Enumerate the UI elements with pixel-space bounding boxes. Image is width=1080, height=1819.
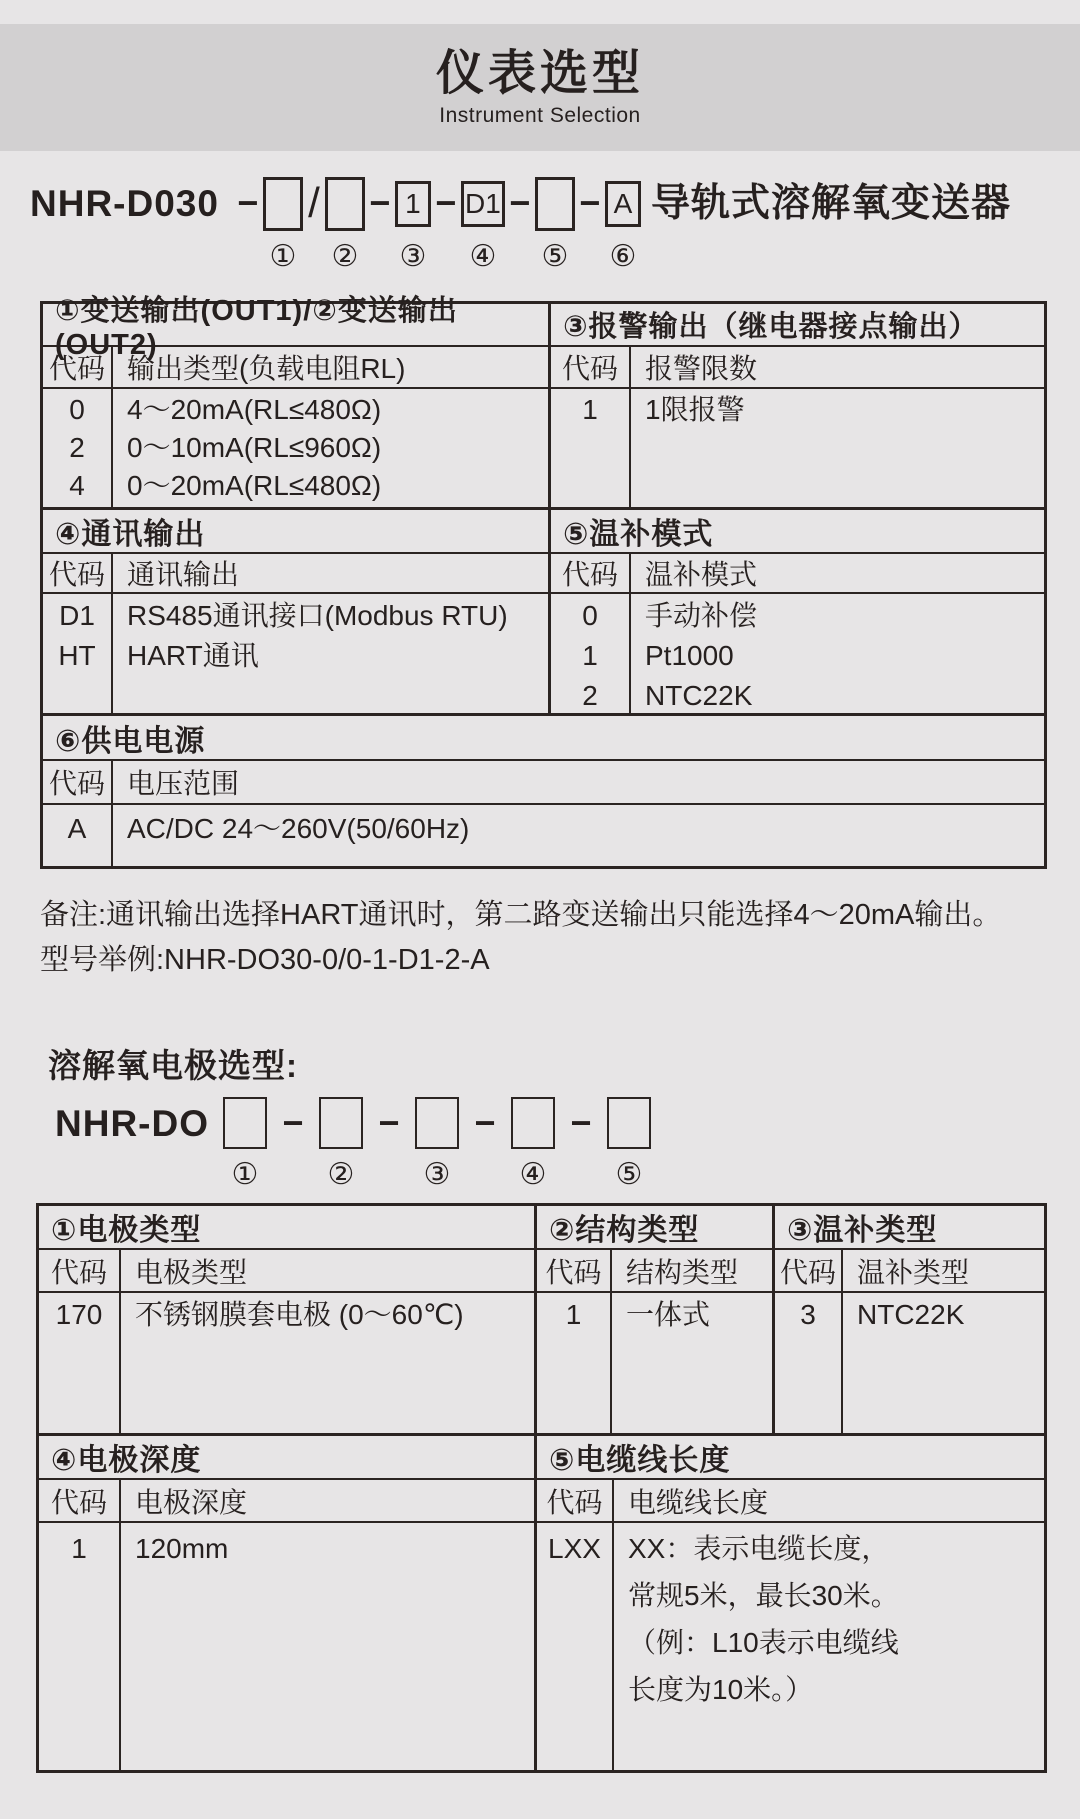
page-banner: [0, 24, 1080, 151]
code-cell: 4: [69, 470, 85, 501]
code-cell: A: [67, 813, 87, 844]
model-slot-1: [223, 1097, 267, 1191]
dash-separator: −: [282, 1102, 304, 1143]
dash-separator: −: [378, 1102, 400, 1143]
code-cell: 2: [69, 432, 85, 463]
section-title: ⑤电缆线长度: [537, 1436, 1044, 1480]
section-title: ⑥供电电源: [43, 716, 1044, 761]
table2-electrode-depth-panel: [39, 1436, 537, 1770]
model-slot-5: [535, 177, 575, 273]
note-model-example: 型号举例:NHR-DO30-0/0-1-D1-2-A: [40, 944, 490, 976]
label-cell: RS485通讯接口(Modbus RTU): [127, 600, 508, 631]
table1-alarm-panel: [551, 304, 1044, 507]
model-code-box-3: [415, 1097, 459, 1149]
label-column-header: 电缆线长度: [628, 1486, 769, 1518]
table1-section3: [43, 713, 1044, 866]
label-cell: 0～20mA(RL≤480Ω): [127, 470, 382, 501]
section-title: ⑤温补模式: [551, 510, 1044, 554]
label-cell: AC/DC 24～260V(50/60Hz): [127, 813, 470, 844]
section-title: ④通讯输出: [43, 510, 548, 554]
label-column-header: 温补模式: [645, 559, 758, 590]
label-column-header: 电极类型: [135, 1256, 248, 1288]
dash-separator: −: [579, 182, 601, 223]
section-title: ④电极深度: [39, 1436, 534, 1480]
table1-section2: [43, 507, 1044, 713]
callout-1: ①: [269, 240, 297, 273]
label-cell: 0～10mA(RL≤960Ω): [127, 432, 382, 463]
table2-electrode-type-panel: [39, 1206, 537, 1433]
code-column-header: 代码: [537, 1480, 614, 1521]
model-description: 导轨式溶解氧变送器: [650, 182, 1011, 225]
model-code-box-2: [319, 1097, 363, 1149]
table1-power-panel: [43, 716, 1044, 866]
model-slot-4: [511, 1097, 555, 1191]
page-subtitle: Instrument Selection: [439, 103, 641, 127]
callout-2: ②: [331, 240, 359, 273]
section-title: ②结构类型: [537, 1206, 772, 1250]
label-cell: Pt1000: [645, 640, 734, 671]
callout-1: ①: [231, 1158, 259, 1191]
code-column-header: 代码: [551, 554, 631, 592]
model-code-box-4: D1: [461, 181, 505, 227]
model-code-box-1: [263, 177, 303, 231]
model-slot-5: [607, 1097, 651, 1191]
code-cell: 1: [582, 394, 598, 425]
label-cell-line: XX：表示电缆长度，: [628, 1533, 890, 1564]
page-title: 仪表选型: [435, 46, 644, 100]
code-column-header: 代码: [551, 347, 631, 387]
callout-3: ③: [399, 240, 427, 273]
model-code-box-5: [607, 1097, 651, 1149]
code-cell: 170: [55, 1299, 103, 1330]
model-code-box-1: [223, 1097, 267, 1149]
label-cell: 4～20mA(RL≤480Ω): [127, 394, 382, 425]
model-code-box-5: [535, 177, 575, 231]
label-cell: HART通讯: [127, 640, 259, 671]
model-prefix: NHR-DO: [55, 1103, 209, 1144]
code-cell: 3: [800, 1299, 816, 1330]
label-cell: 120mm: [135, 1533, 229, 1564]
table2-cable-length-panel: [537, 1436, 1044, 1770]
section-title: ①变送输出(OUT1)/②变送输出(OUT2): [43, 304, 548, 347]
callout-4: ④: [469, 240, 497, 273]
model-slot-4: [461, 177, 505, 273]
callout-4: ④: [519, 1158, 547, 1191]
code-cell: HT: [58, 640, 96, 671]
transmitter-selection-table: [40, 294, 1047, 869]
table1-comm-panel: [43, 510, 551, 713]
label-cell: NTC22K: [645, 680, 753, 711]
label-column-header: 电压范围: [127, 768, 240, 799]
table2-structure-type-panel: [537, 1206, 775, 1433]
electrode-selection-table: [36, 1203, 1047, 1773]
code-cell: LXX: [548, 1533, 601, 1564]
model-slot-1: [263, 177, 303, 273]
model-slot-3: [395, 177, 431, 273]
label-cell-line: 长度为10米。）: [628, 1674, 814, 1705]
code-column-header: 代码: [43, 347, 113, 387]
model-code-box-4: [511, 1097, 555, 1149]
label-column-header: 电极深度: [135, 1486, 248, 1518]
dash-separator: −: [237, 182, 259, 223]
dash-separator: −: [369, 182, 391, 223]
table2-section2: [39, 1433, 1044, 1770]
code-column-header: 代码: [537, 1250, 612, 1291]
model-code-box-3: 1: [395, 181, 431, 227]
electrode-model-line: [55, 1097, 1080, 1191]
code-column-header: 代码: [43, 761, 113, 803]
label-cell: 1限报警: [645, 394, 745, 425]
code-column-header: 代码: [775, 1250, 843, 1291]
code-cell: 1: [71, 1533, 87, 1564]
dash-separator: −: [474, 1102, 496, 1143]
model-slot-2: [319, 1097, 363, 1191]
note-hart: 备注:通讯输出选择HART通讯时，第二路变送输出只能选择4～20mA输出。: [40, 899, 1002, 931]
dash-separator: −: [570, 1102, 592, 1143]
code-column-header: 代码: [39, 1250, 121, 1291]
table1-tempcomp-panel: [551, 510, 1044, 713]
label-cell: 手动补偿: [645, 600, 758, 631]
label-cell-line: （例：L10表示电缆线: [628, 1627, 899, 1658]
label-cell: 不锈钢膜套电极 (0～60℃): [135, 1299, 464, 1330]
callout-6: ⑥: [609, 240, 637, 273]
section-title: ③报警输出（继电器接点输出）: [551, 304, 1044, 347]
slash-separator: /: [308, 179, 320, 226]
code-cell: 1: [565, 1299, 582, 1330]
model-slot-2: [325, 177, 365, 273]
label-column-header: 结构类型: [626, 1256, 739, 1288]
label-column-header: 温补类型: [857, 1256, 970, 1288]
dash-separator: −: [509, 182, 531, 223]
code-cell: 2: [582, 680, 598, 711]
model-code-box-2: [325, 177, 365, 231]
transmitter-model-line: [30, 177, 1080, 273]
code-column-header: 代码: [39, 1480, 121, 1521]
callout-5: ⑤: [541, 240, 569, 273]
code-cell: 1: [582, 640, 598, 671]
label-cell-line: 常规5米，最长30米。: [628, 1580, 899, 1611]
code-cell: 0: [582, 600, 598, 631]
callout-3: ③: [423, 1158, 451, 1191]
label-cell: 一体式: [626, 1299, 711, 1330]
label-cell: NTC22K: [857, 1299, 965, 1330]
label-column-header: 输出类型(负载电阻RL): [127, 353, 406, 384]
section-title: ①电极类型: [39, 1206, 534, 1250]
table2-tempcomp-type-panel: [775, 1206, 1044, 1433]
label-column-header: 报警限数: [645, 353, 758, 384]
model-slot-3: [415, 1097, 459, 1191]
table2-section1: [39, 1206, 1044, 1433]
label-column-header: 通讯输出: [127, 559, 240, 590]
section-title: ③温补类型: [775, 1206, 1044, 1250]
model-prefix: NHR-D030: [30, 183, 219, 224]
callout-2: ②: [327, 1158, 355, 1191]
model-code-box-6: A: [605, 181, 641, 227]
electrode-selection-heading: 溶解氧电极选型:: [48, 1047, 298, 1084]
code-column-header: 代码: [43, 554, 113, 592]
table1-output-panel: [43, 294, 551, 507]
dash-separator: −: [435, 182, 457, 223]
callout-5: ⑤: [615, 1158, 643, 1191]
model-slot-6: [605, 177, 641, 273]
code-cell: D1: [59, 600, 95, 631]
table1-section1: [43, 294, 1044, 507]
code-cell: 0: [69, 394, 85, 425]
notes-block: [40, 893, 1080, 983]
